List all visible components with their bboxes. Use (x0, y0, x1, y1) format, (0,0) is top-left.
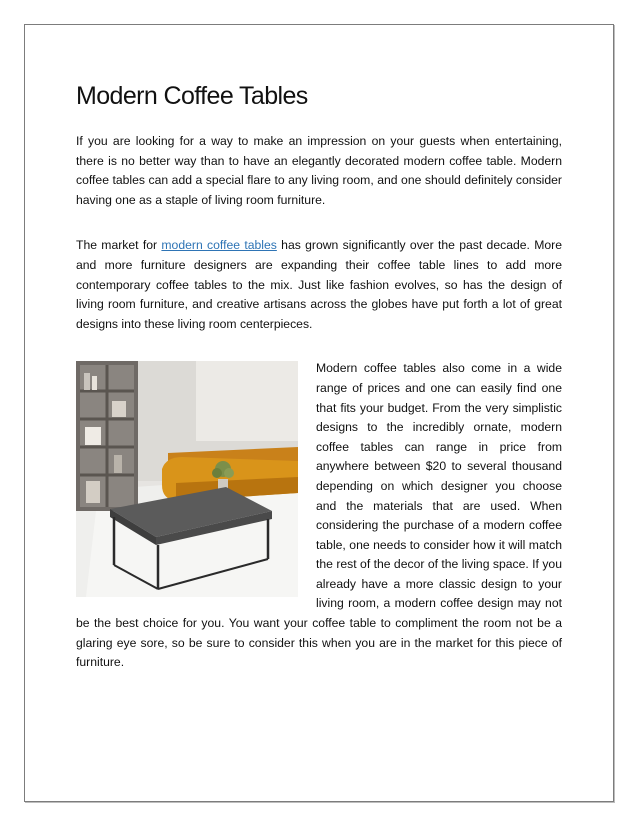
modern-coffee-tables-link[interactable]: modern coffee tables (161, 238, 277, 253)
document-content (76, 80, 562, 673)
prices-paragraph: Modern coffee tables also come in a wide range of prices and one can easily find one that fits your budget. From the very simplistic designs to the incredibly ornate, modern coffee tables can range in price from anywhere between $20 to several thousand depending on which designer you choose and the materials that are used. When considering the purchase of a modern coffee table, one needs to consider how it will match the rest of the decor of the living space. If you already have a more classic design to your living room, a modern coffee design may not be the best choice for you. You want your coffee table to compliment the room not be a glaring eye sore, so be sure to consider this when you are in the market for this piece of furniture. (76, 361, 562, 670)
intro-paragraph: If you are looking for a way to make an impression on your guests when entertaining, there is no better way than to have an elegantly decorated modern coffee table. Modern coffee tables can add a special flare to any living room, and one should definitely consider having one as a staple of living room furniture. (76, 134, 562, 207)
living-room-illustration (76, 361, 298, 597)
market-paragraph (76, 236, 562, 334)
market-text-after-link: has grown significantly over the past decade. More and more furniture designers are expanding their coffee table lines to add more contemporary coffee tables to the mix. Just like fashion evolves, so has the design of living room furniture, and creative artisans across the globes have put forth a lot of great designs into these living room centerpieces. (76, 238, 562, 331)
page-title: Modern Coffee Tables (76, 82, 308, 110)
bookshelf-icon (76, 361, 138, 511)
prices-section (76, 359, 562, 673)
coffee-table-photo (76, 361, 298, 597)
market-text-before-link: The market for (76, 238, 162, 253)
